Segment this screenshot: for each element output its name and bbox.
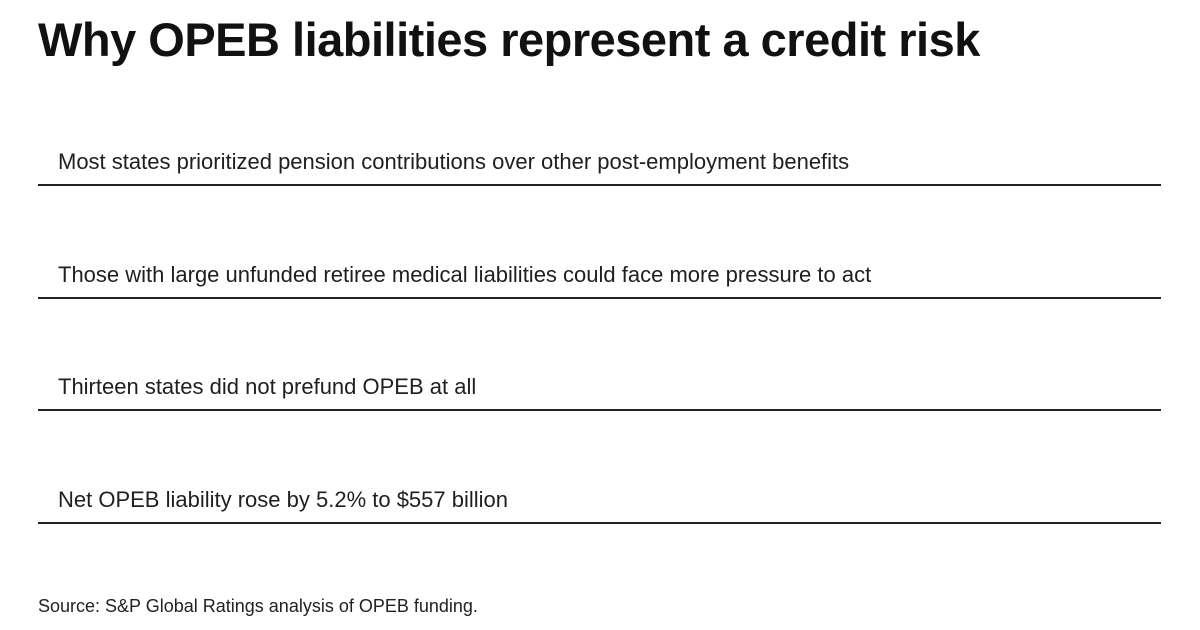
key-point-text: Those with large unfunded retiree medical liabilities could face more pressure to act <box>58 261 872 287</box>
key-point-text: Thirteen states did not prefund OPEB at all <box>58 374 477 399</box>
key-points-list <box>38 128 1161 578</box>
key-point-text: Most states prioritized pension contributions over other post-employment benefits <box>58 149 850 174</box>
divider-line <box>38 409 1161 411</box>
key-point-item <box>38 466 1161 579</box>
page-title: Why OPEB liabilities represent a credit risk <box>38 13 980 66</box>
key-point-item <box>38 353 1161 466</box>
divider-line <box>38 184 1161 186</box>
key-point-item <box>38 128 1161 241</box>
key-point-text: Net OPEB liability rose by 5.2% to $557 billion <box>58 486 509 512</box>
divider-line <box>38 297 1161 299</box>
source-note: Source: S&P Global Ratings analysis of OPEB funding. <box>38 596 478 616</box>
key-point-item <box>38 241 1161 354</box>
divider-line <box>38 522 1161 524</box>
